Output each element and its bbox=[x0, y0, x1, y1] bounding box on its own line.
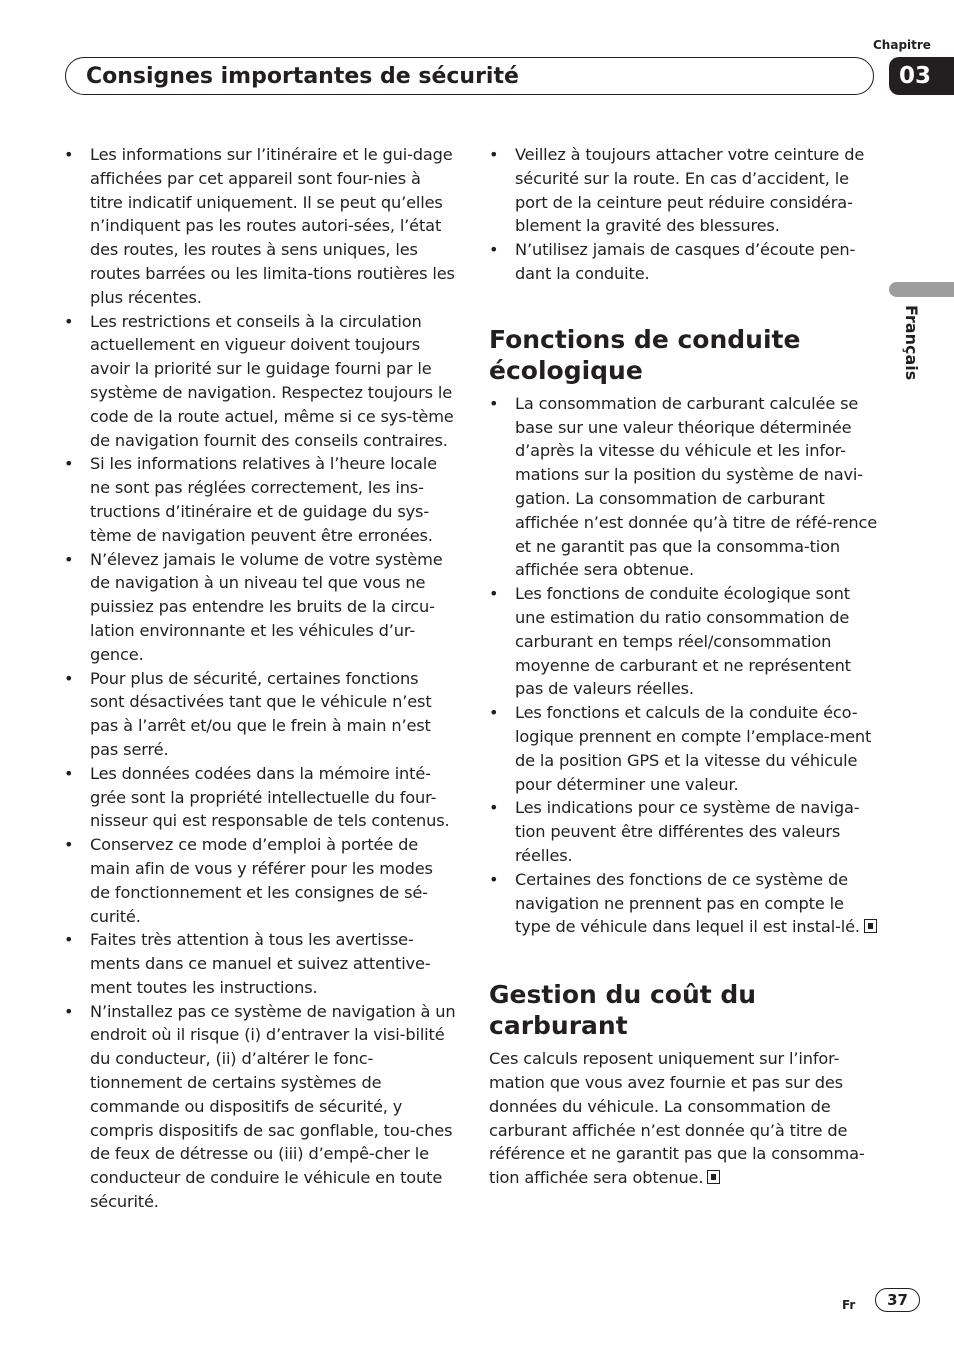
bullet-item: • Si les informations relatives à l’heure locale ne sont pas réglées correctement, les ins-tructions d’itinéraire et de guidage du sys-tème de navigation peuvent être erronées. bbox=[64, 452, 456, 547]
right-column bbox=[489, 143, 881, 1190]
language-tab-label: Français bbox=[902, 305, 921, 381]
bullet-item: • N’élevez jamais le volume de votre système de navigation à un niveau tel que vous ne puissiez pas entendre les bruits de la circu-lation environnante et les véhicules d’ur-gence. bbox=[64, 548, 456, 667]
fuel-cost-heading: Gestion du coût du carburant bbox=[489, 980, 757, 1041]
bullet-item: • Les restrictions et conseils à la circulation actuellement en vigueur doivent toujours avoir la priorité sur le guidage fourni par le système de navigation. Respectez toujours le code de la route actuel, même si ce sys-tème de navigation fournit des conseils contraires. bbox=[64, 310, 456, 453]
bullet-item: • N’installez pas ce système de navigation à un endroit où il risque (i) d’entraver la visi-bilité du conducteur, (ii) d’altérer le fonc-tionnement de certains systèmes de commande ou dispositifs de sécurité, y compris dispositifs de sac gonflable, tou-ches de feux de détresse ou (iii) d’empê-cher le conducteur de conduire le véhicule en toute sécurité. bbox=[64, 1000, 456, 1214]
language-tab-marker bbox=[889, 282, 954, 297]
page-title: Consignes importantes de sécurité bbox=[86, 63, 519, 89]
bullet-item: • Les indications pour ce système de naviga-tion peuvent être différentes des valeurs réelles. bbox=[489, 796, 881, 867]
chapter-label: Chapitre bbox=[873, 38, 931, 52]
chapter-number-badge: 03 bbox=[889, 57, 954, 95]
end-of-section-icon bbox=[864, 919, 877, 933]
bullet-item: • N’utilisez jamais de casques d’écoute pen-dant la conduite. bbox=[489, 238, 881, 286]
paragraph-text: Ces calculs reposent uniquement sur l’infor-mation que vous avez fournie et pas sur des données du véhicule. La consommation de carburant affichée n’est donnée qu’à titre de référence et ne garantit pas que la consomma-tion affichée sera obtenue. bbox=[489, 1049, 865, 1188]
end-of-section-icon bbox=[707, 1170, 720, 1184]
bullet-text: Certaines des fonctions de ce système de navigation ne prennent pas en compte le type de véhicule dans lequel il est instal-lé. bbox=[515, 869, 860, 937]
bullet-item: • Les fonctions de conduite écologique sont une estimation du ratio consommation de carburant en temps réel/consommation moyenne de carburant et ne représentent pas de valeurs réelles. bbox=[489, 582, 881, 701]
section-header bbox=[65, 57, 874, 95]
bullet-item: • Veillez à toujours attacher votre ceinture de sécurité sur la route. En cas d’accident, le port de la ceinture peut réduire considéra-blement la gravité des blessures. bbox=[489, 143, 881, 238]
left-column bbox=[64, 143, 456, 1214]
bullet-item-last bbox=[489, 868, 881, 939]
fuel-cost-paragraph bbox=[489, 1047, 881, 1190]
bullet-item: • Les fonctions et calculs de la conduite éco-logique prennent en compte l’emplace-ment de la position GPS et la vitesse du véhicule pour déterminer une valeur. bbox=[489, 701, 881, 796]
bullet-item: • Les informations sur l’itinéraire et le gui-dage affichées par cet appareil sont four-nies à titre indicatif uniquement. Il se peut qu’elles n’indiquent pas les routes autori-sées, l’état des routes, les routes à sens uniques, les routes barrées ou les limita-tions routières les plus récentes. bbox=[64, 143, 456, 310]
eco-driving-bullet-list bbox=[489, 392, 881, 939]
page-number: 37 bbox=[875, 1288, 920, 1312]
bullet-item: • Faites très attention à tous les avertisse-ments dans ce manuel et suivez attentive-ment toutes les instructions. bbox=[64, 928, 456, 999]
safety-bullet-list-continued bbox=[489, 143, 881, 286]
bullet-item: • La consommation de carburant calculée se base sur une valeur théorique déterminée d’après la vitesse du véhicule et les infor-mations sur la position du système de navi-gation. La consommation de carburant affichée n’est donnée qu’à titre de réfé-rence et ne garantit pas que la consomma-tion affichée sera obtenue. bbox=[489, 392, 881, 582]
footer-language-code: Fr bbox=[842, 1298, 856, 1312]
bullet-item: • Pour plus de sécurité, certaines fonctions sont désactivées tant que le véhicule n’est pas à l’arrêt et/ou que le frein à main n’est pas serré. bbox=[64, 667, 456, 762]
safety-bullet-list bbox=[64, 143, 456, 1214]
eco-driving-heading: Fonctions de conduite écologique bbox=[489, 324, 801, 385]
bullet-item: • Conservez ce mode d’emploi à portée de main afin de vous y référer pour les modes de fonctionnement et les consignes de sé-curité. bbox=[64, 833, 456, 928]
bullet-item: • Les données codées dans la mémoire inté-grée sont la propriété intellectuelle du four-nisseur qui est responsable de tels contenus. bbox=[64, 762, 456, 833]
